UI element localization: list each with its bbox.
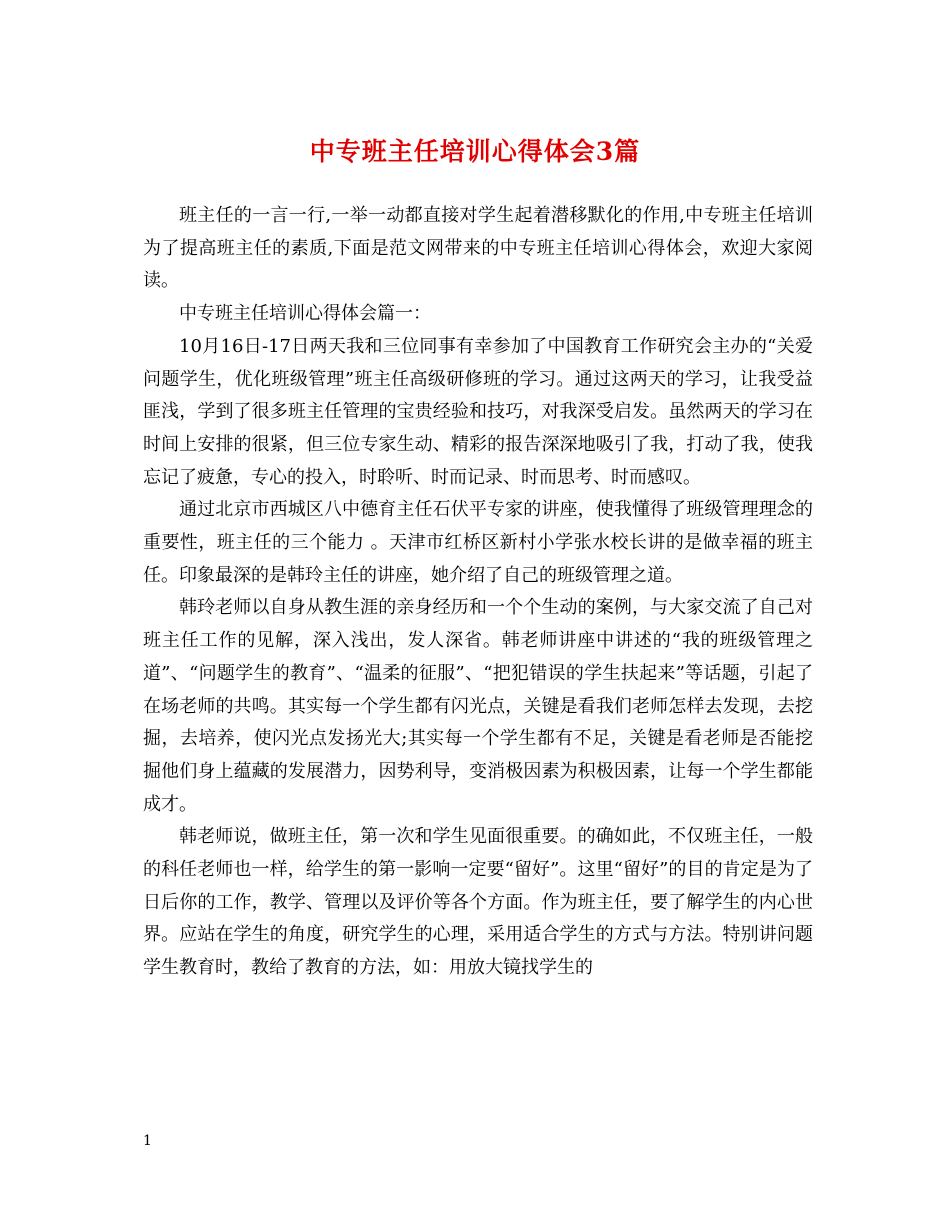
section-heading: 中专班主任培训心得体会篇一：: [179, 303, 431, 325]
page-number: 1: [143, 1133, 152, 1149]
body-paragraph: 10月16日-17日两天我和三位同事有幸参加了中国教育工作研究会主办的“关爱问题学生，优化班级管理”班主任高级研修班的学习。通过这两天的学习，让我受益匪浅，学到了很多班主任管理的宝贵经验和技巧，对我深受启发。虽然两天的学习在时间上安排的很紧，但三位专家生动、精彩的报告深深地吸引了我，打动了我，使我忘记了疲惫，专心的投入，时聆听、时而记录、时而思考、时而感叹。: [143, 335, 813, 488]
body-paragraph: 通过北京市西城区八中德育主任石伏平专家的讲座，使我懂得了班级管理理念的重要性，班主任的三个能力 。天津市红桥区新村小学张水校长讲的是做幸福的班主任。印象最深的是韩玲主任的讲座，她介绍了自己的班级管理之道。: [143, 499, 813, 586]
document-body: [143, 200, 813, 985]
intro-paragraph: 班主任的一言一行,一举一动都直接对学生起着潜移默化的作用,中专班主任培训为了提高班主任的素质,下面是范文网带来的中专班主任培训心得体会，欢迎大家阅读。: [143, 205, 813, 292]
body-paragraph: 韩玲老师以自身从教生涯的亲身经历和一个个生动的案例，与大家交流了自己对班主任工作的见解，深入浅出，发人深省。韩老师讲座中讲述的“我的班级管理之道”、“问题学生的教育”、“温柔的征服”、“把犯错误的学生扶起来”等话题，引起了在场老师的共鸣。其实每一个学生都有闪光点，关键是看我们老师怎样去发现，去挖掘，去培养，使闪光点发扬光大;其实每一个学生都有不足，关键是看老师是否能挖掘他们身上蕴藏的发展潜力，因势利导，变消极因素为积极因素，让每一个学生都能成才。: [143, 597, 813, 815]
body-paragraph: 韩老师说，做班主任，第一次和学生见面很重要。的确如此，不仅班主任，一般的科任老师也一样，给学生的第一影响一定要“留好”。这里“留好”的目的肯定是为了日后你的工作，教学、管理以及评价等各个方面。作为班主任，要了解学生的内心世界。应站在学生的角度，研究学生的心理，采用适合学生的方式与方法。特别讲问题学生教育时，教给了教育的方法，如：用放大镜找学生的: [143, 826, 813, 979]
page-title: 中专班主任培训心得体会3篇: [309, 137, 641, 166]
